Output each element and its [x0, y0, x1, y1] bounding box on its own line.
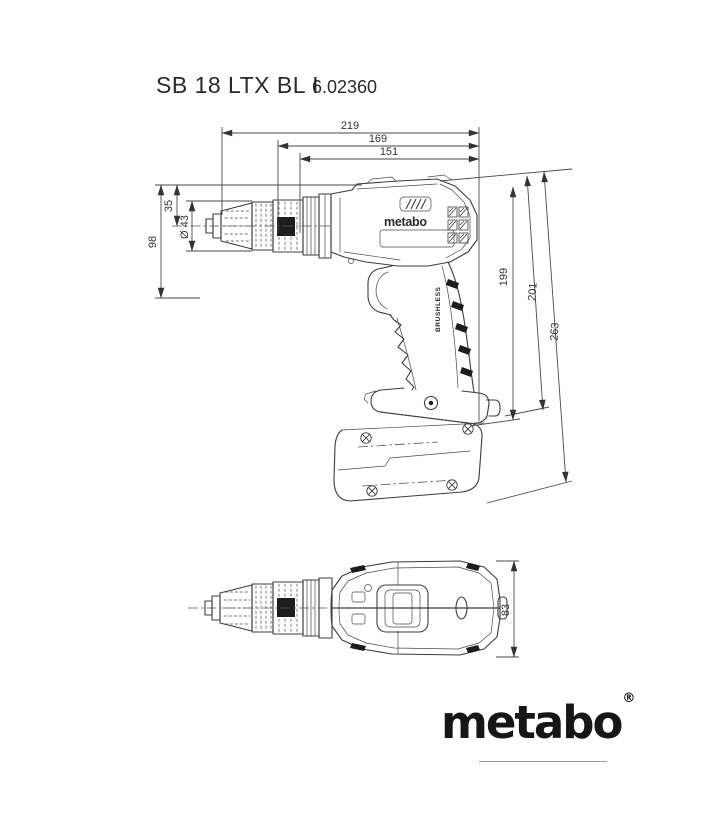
svg-text:151: 151	[379, 146, 399, 158]
handle-vertical-label: BRUSHLESS	[435, 286, 442, 332]
svg-text:169: 169	[368, 133, 388, 145]
svg-text:201: 201	[526, 282, 540, 302]
trigger	[368, 266, 392, 315]
metabo-logo	[441, 691, 636, 749]
svg-text:83: 83	[500, 603, 512, 617]
dim-length-without-chuck	[278, 133, 479, 146]
brand-wordmark: metabo	[441, 696, 622, 749]
svg-text:Ø 43: Ø 43	[179, 215, 191, 239]
dim-height-rear	[498, 187, 513, 420]
dimension-annotations	[147, 120, 572, 657]
svg-text:98: 98	[147, 235, 159, 249]
dim-chuck-diameter	[179, 201, 192, 251]
dim-height-to-foot	[526, 176, 543, 410]
svg-text:199: 199	[498, 267, 510, 287]
housing-brand-label: metabo	[384, 215, 427, 229]
registered-trademark-symbol: ®	[622, 691, 636, 706]
dim-height-total	[544, 172, 566, 482]
product-order-number: 6.02360	[312, 77, 378, 97]
dim-height-front	[147, 185, 161, 298]
top-view	[188, 561, 507, 655]
svg-text:35: 35	[163, 199, 175, 213]
side-view	[172, 175, 500, 501]
dim-length-total	[222, 120, 479, 133]
svg-text:219: 219	[340, 120, 360, 132]
battery-pack	[334, 423, 484, 501]
extension-lines	[155, 127, 572, 657]
handle	[368, 262, 474, 392]
footer-divider	[479, 761, 607, 762]
product-model: SB 18 LTX BL I	[156, 72, 319, 98]
motor-housing	[331, 175, 477, 266]
top-body	[331, 561, 507, 655]
dim-length-short	[300, 146, 479, 159]
svg-text:263: 263	[548, 322, 562, 342]
dim-width	[500, 561, 514, 657]
dim-top-to-axis	[163, 185, 177, 226]
foot-battery-mount	[364, 388, 500, 423]
